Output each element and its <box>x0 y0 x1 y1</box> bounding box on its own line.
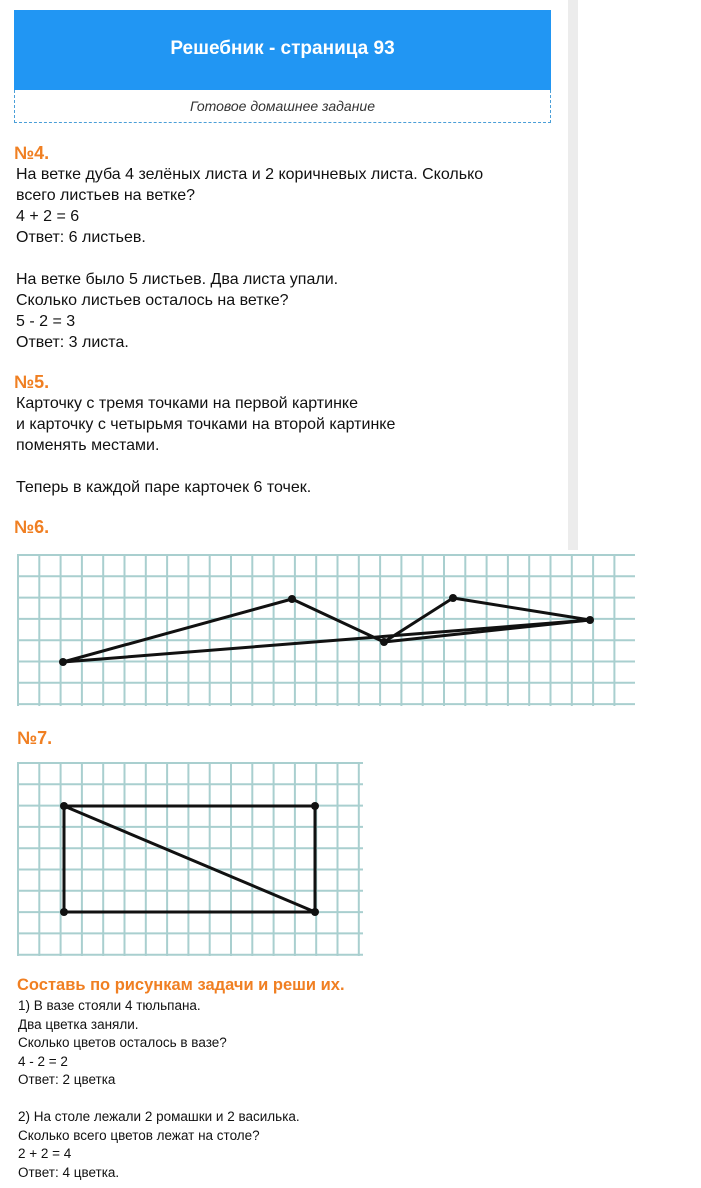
compose-heading: Составь по рисункам задачи и реши их. <box>17 976 345 994</box>
task7-rectangle-figure <box>64 806 315 912</box>
task6-polyline-figure <box>63 598 590 662</box>
task4-line: Сколько листьев осталось на ветке? <box>16 292 289 309</box>
page-header <box>14 10 551 90</box>
task4-line: 5 - 2 = 3 <box>16 313 76 330</box>
task4-line: Ответ: 6 листьев. <box>16 229 146 246</box>
task5-line: поменять местами. <box>16 437 160 454</box>
sidebar-strip <box>568 0 578 550</box>
task6-grid-figure <box>17 554 635 706</box>
vertex-point <box>288 595 296 603</box>
task6-heading: №6. <box>14 517 50 537</box>
task6-figure-outline <box>63 598 590 662</box>
task7-heading: №7. <box>17 728 53 748</box>
compose-line: Ответ: 4 цветка. <box>18 1164 120 1180</box>
task5-line: и карточку с четырьмя точками на второй картинке <box>16 416 396 433</box>
task4-text <box>16 164 483 353</box>
page-subtitle: Готовое домашнее задание <box>189 98 375 114</box>
compose-line: Сколько цветов осталось в вазе? <box>18 1035 227 1050</box>
task4-heading: №4. <box>14 143 50 163</box>
compose-line: Ответ: 2 цветка <box>18 1072 116 1087</box>
vertex-point <box>449 594 457 602</box>
compose-line: 2 + 2 = 4 <box>18 1146 72 1161</box>
compose-text <box>18 997 300 1182</box>
page-subtitle-box <box>14 90 551 123</box>
page-title: Решебник - страница 93 <box>170 38 395 59</box>
task5-text <box>16 393 395 498</box>
task4-line: 4 + 2 = 6 <box>16 208 80 225</box>
vertex-point <box>586 616 594 624</box>
task4-line: На ветке дуба 4 зелёных листа и 2 коричневых листа. Сколько <box>16 166 484 183</box>
compose-line: 1) В вазе стояли 4 тюльпана. <box>18 998 201 1013</box>
compose-line: Два цветка заняли. <box>18 1016 139 1032</box>
task4-line: На ветке было 5 листьев. Два листа упали. <box>16 271 339 288</box>
vertex-point <box>311 802 319 810</box>
paragraph-gap <box>16 248 483 269</box>
task6-grid-lines <box>17 554 635 706</box>
vertex-point <box>59 658 67 666</box>
task5-line: Теперь в каждой паре карточек 6 точек. <box>16 479 312 496</box>
task4-line: Ответ: 3 листа. <box>16 334 129 351</box>
compose-line: Сколько всего цветов лежат на столе? <box>18 1127 260 1143</box>
vertex-point <box>311 908 319 916</box>
paragraph-gap <box>18 1090 300 1109</box>
compose-line: 4 - 2 = 2 <box>18 1053 68 1069</box>
compose-line: 2) На столе лежали 2 ромашки и 2 василька. <box>18 1109 300 1124</box>
task7-diagonal <box>64 806 315 912</box>
task7-grid-figure <box>17 762 363 956</box>
vertex-point <box>380 638 388 646</box>
vertex-point <box>60 908 68 916</box>
task5-line: Карточку с тремя точками на первой картинке <box>16 395 358 412</box>
task5-heading: №5. <box>14 372 50 392</box>
paragraph-gap <box>16 456 395 477</box>
vertex-point <box>60 802 68 810</box>
task4-line: всего листьев на ветке? <box>16 187 195 204</box>
